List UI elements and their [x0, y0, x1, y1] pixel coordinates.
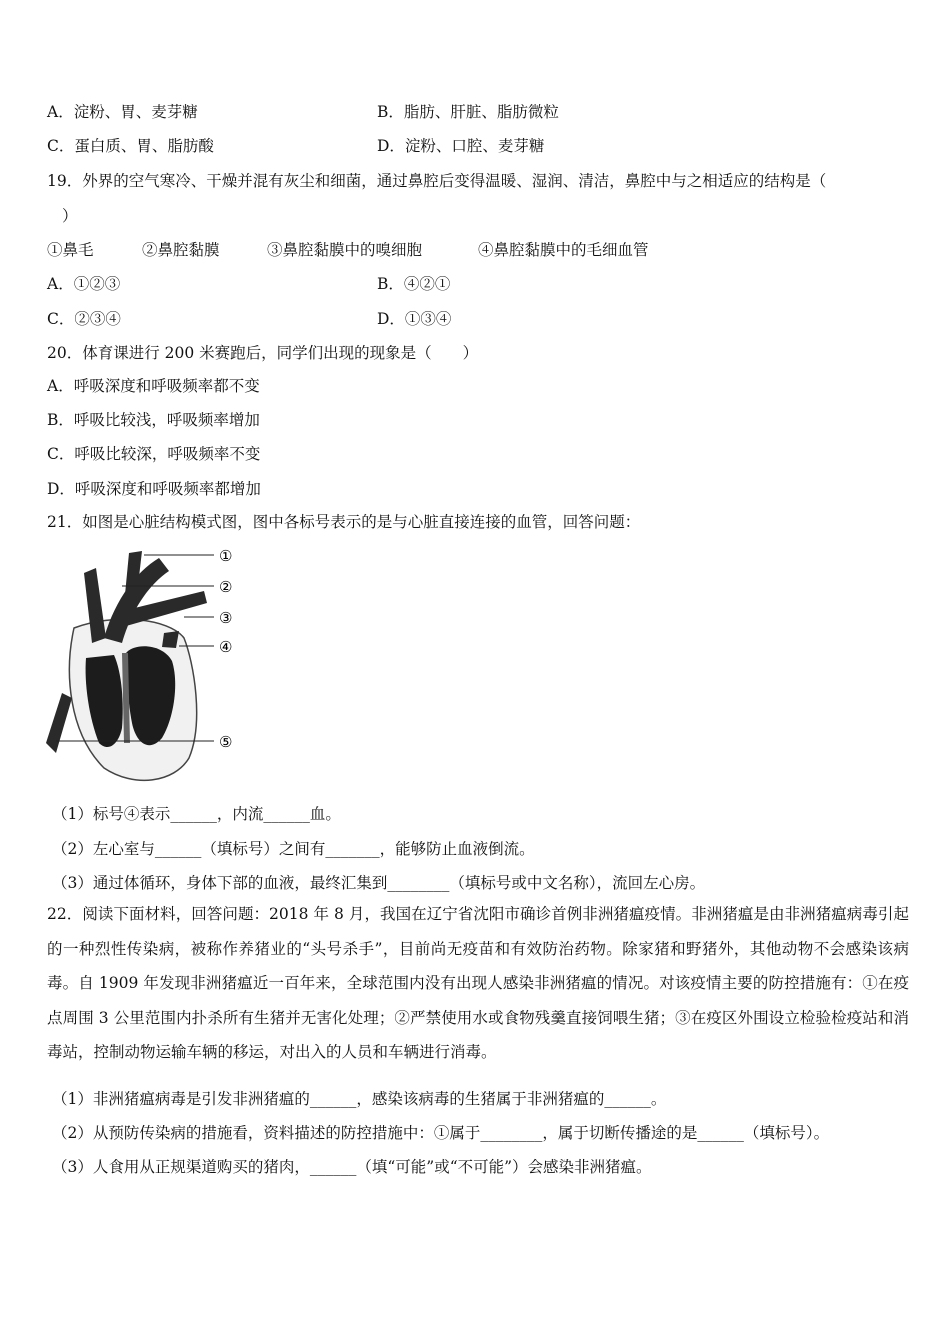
- q20-option-b: B．呼吸比较浅，呼吸频率增加: [47, 411, 260, 429]
- q19-stem-line1: 19．外界的空气寒冷、干燥并混有灰尘和细菌，通过鼻腔后变得温暖、湿润、清洁，鼻腔中与之相适应的结构是（: [47, 172, 827, 190]
- label-4: ④: [219, 638, 233, 656]
- q20-stem: 20．体育课进行 200 米赛跑后，同学们出现的现象是（ ）: [47, 344, 479, 362]
- label-2: ②: [219, 578, 233, 596]
- q20-option-c: C．呼吸比较深，呼吸频率不变: [47, 445, 261, 463]
- q18-option-d: D．淀粉、口腔、麦芽糖: [377, 137, 545, 155]
- q18-option-b: B．脂肪、肝脏、脂肪微粒: [377, 103, 559, 121]
- label-5: ⑤: [219, 733, 233, 751]
- q19-option-b: B．④②①: [377, 275, 451, 293]
- q18-option-a: A．淀粉、胃、麦芽糖: [47, 103, 198, 121]
- q21-stem: 21．如图是心脏结构模式图，图中各标号表示的是与心脏直接连接的血管，回答问题：: [47, 513, 641, 531]
- q19-item-3: ③鼻腔黏膜中的嗅细胞: [267, 241, 423, 259]
- q19-option-d: D．①③④: [377, 310, 452, 328]
- q19-item-4: ④鼻腔黏膜中的毛细血管: [478, 241, 649, 259]
- q18-option-c: C．蛋白质、胃、脂肪酸: [47, 137, 214, 155]
- label-3: ③: [219, 609, 233, 627]
- vessel-inferior-vena-cava: [46, 693, 72, 753]
- label-1: ①: [219, 547, 233, 565]
- vessel-pulmonary-vein: [162, 631, 179, 648]
- heart-diagram: [44, 543, 249, 788]
- q19-option-a: A．①②③: [47, 275, 121, 293]
- q22-sub1: （1）非洲猪瘟病毒是引发非洲猪瘟的______，感染该病毒的生猪属于非洲猪瘟的______。: [52, 1090, 667, 1108]
- q22-paragraph: 22．阅读下面材料，回答问题：2018 年 8 月，我国在辽宁省沈阳市确诊首例非洲猪瘟疫情。非洲猪瘟是由非洲猪瘟病毒引起的一种烈性传染病，被称作养猪业的“头号杀手”，目前尚无疫苗和有效防治药物。除家猪和野猪外，其他动物不会感染该病毒。自 1909 年发现非洲猪瘟近一百年来，全球范围内没有出现人感染非洲猪瘟的情况。对该疫情主要的防控措施有：①在疫点周围 3 公里范围内扑杀所有生猪并无害化处理；②严禁使用水或食物残羹直接饲喂生猪；③在疫区外围设立检验检疫站和消毒站，控制动物运输车辆的移运，对出入的人员和车辆进行消毒。: [47, 905, 909, 1061]
- q21-sub3: （3）通过体循环，身体下部的血液，最终汇集到________（填标号或中文名称），流回左心房。: [52, 874, 706, 892]
- q20-option-a: A．呼吸深度和呼吸频率都不变: [47, 377, 260, 395]
- q22-sub3: （3）人食用从正规渠道购买的猪肉，______（填“可能”或“不可能”）会感染非洲猪瘟。: [52, 1158, 652, 1176]
- q22-sub2: （2）从预防传染病的措施看，资料描述的防控措施中：①属于________，属于切断传播途的是______（填标号）。: [52, 1124, 830, 1142]
- q20-option-d: D．呼吸深度和呼吸频率都增加: [47, 480, 261, 498]
- q21-sub2: （2）左心室与______（填标号）之间有_______，能够防止血液倒流。: [52, 840, 535, 858]
- q21-sub1: （1）标号④表示______，内流______血。: [52, 805, 341, 823]
- q19-item-2: ②鼻腔黏膜: [142, 241, 220, 259]
- q19-stem-line2: ）: [62, 207, 78, 225]
- q19-item-1: ①鼻毛: [47, 241, 94, 259]
- q19-option-c: C．②③④: [47, 310, 121, 328]
